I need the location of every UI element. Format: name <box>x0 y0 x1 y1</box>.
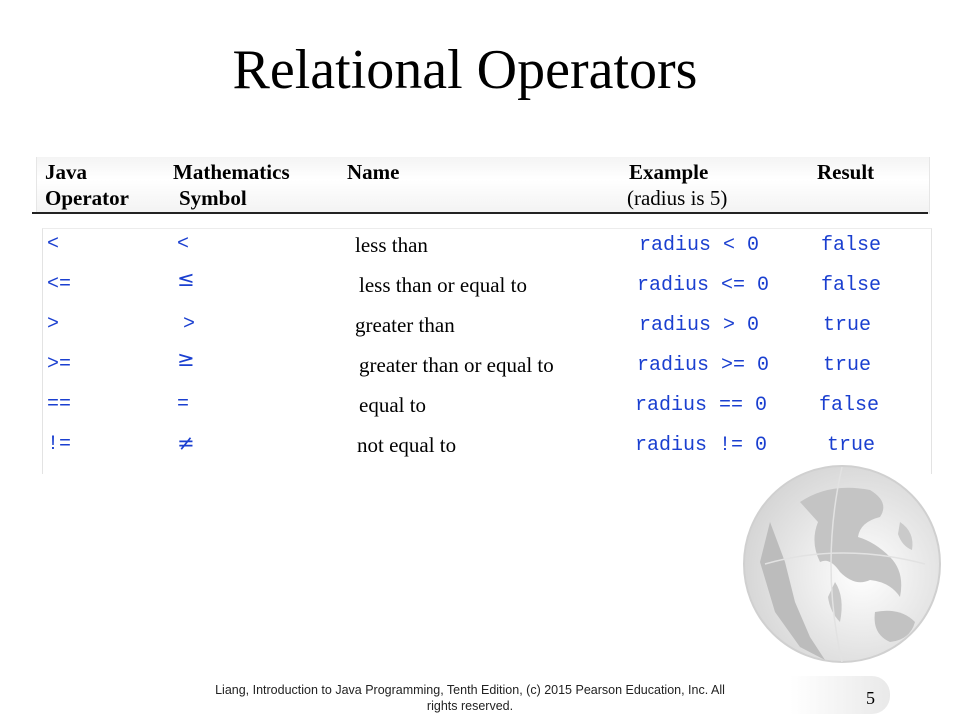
operator-name-cell: less than <box>355 233 428 257</box>
example-cell: radius != 0 <box>635 434 768 457</box>
footer-line-1: Liang, Introduction to Java Programming, Tenth Edition, (c) 2015 Pearson Education, Inc. All <box>215 683 725 697</box>
java-operator-cell: <= <box>47 273 72 296</box>
result-cell: false <box>821 274 882 297</box>
result-cell: true <box>823 314 872 337</box>
java-operator-cell: > <box>47 313 60 336</box>
operator-name-cell: equal to <box>359 393 427 417</box>
java-operator-cell: == <box>47 393 72 416</box>
footer-copyright <box>180 682 760 714</box>
math-symbol-cell: < <box>177 233 190 256</box>
header-example-line1: Example <box>629 160 709 184</box>
header-name: Name <box>347 160 400 184</box>
math-symbol-cell: ≠ <box>177 431 195 455</box>
example-cell: radius <= 0 <box>637 274 770 297</box>
header-example-line2: (radius is 5) <box>627 186 728 210</box>
operator-name-cell: less than or equal to <box>359 273 527 297</box>
result-cell: true <box>827 434 876 457</box>
slide-title: Relational Operators <box>232 39 698 101</box>
operator-name-cell: greater than <box>355 313 455 337</box>
footer-line-2: rights reserved. <box>426 699 514 713</box>
header-math-symbol-line1: Mathematics <box>173 160 290 184</box>
header-math-symbol-line2: Symbol <box>179 186 247 210</box>
operator-name-cell: greater than or equal to <box>359 353 554 377</box>
header-divider <box>32 212 928 214</box>
math-symbol-cell: = <box>177 393 190 416</box>
header-result: Result <box>817 160 875 184</box>
result-cell: false <box>819 394 880 417</box>
java-operator-cell: >= <box>47 353 72 376</box>
java-operator-cell: != <box>47 433 72 456</box>
math-symbol-cell: > <box>183 313 196 336</box>
page-number-tab <box>790 676 890 714</box>
page-number: 5 <box>866 688 875 708</box>
table-header <box>36 157 930 214</box>
math-symbol-cell: ≥ <box>177 347 195 371</box>
example-cell: radius > 0 <box>639 314 760 337</box>
globe-icon <box>740 462 945 667</box>
header-java-operator-line1: Java <box>45 160 87 184</box>
example-cell: radius == 0 <box>635 394 768 417</box>
table-body <box>42 228 932 474</box>
example-cell: radius < 0 <box>639 234 760 257</box>
header-java-operator-line2: Operator <box>45 186 129 210</box>
java-operator-cell: < <box>47 233 60 256</box>
math-symbol-cell: ≤ <box>177 267 195 291</box>
result-cell: false <box>821 234 882 257</box>
example-cell: radius >= 0 <box>637 354 770 377</box>
operator-name-cell: not equal to <box>357 433 457 457</box>
result-cell: true <box>823 354 872 377</box>
